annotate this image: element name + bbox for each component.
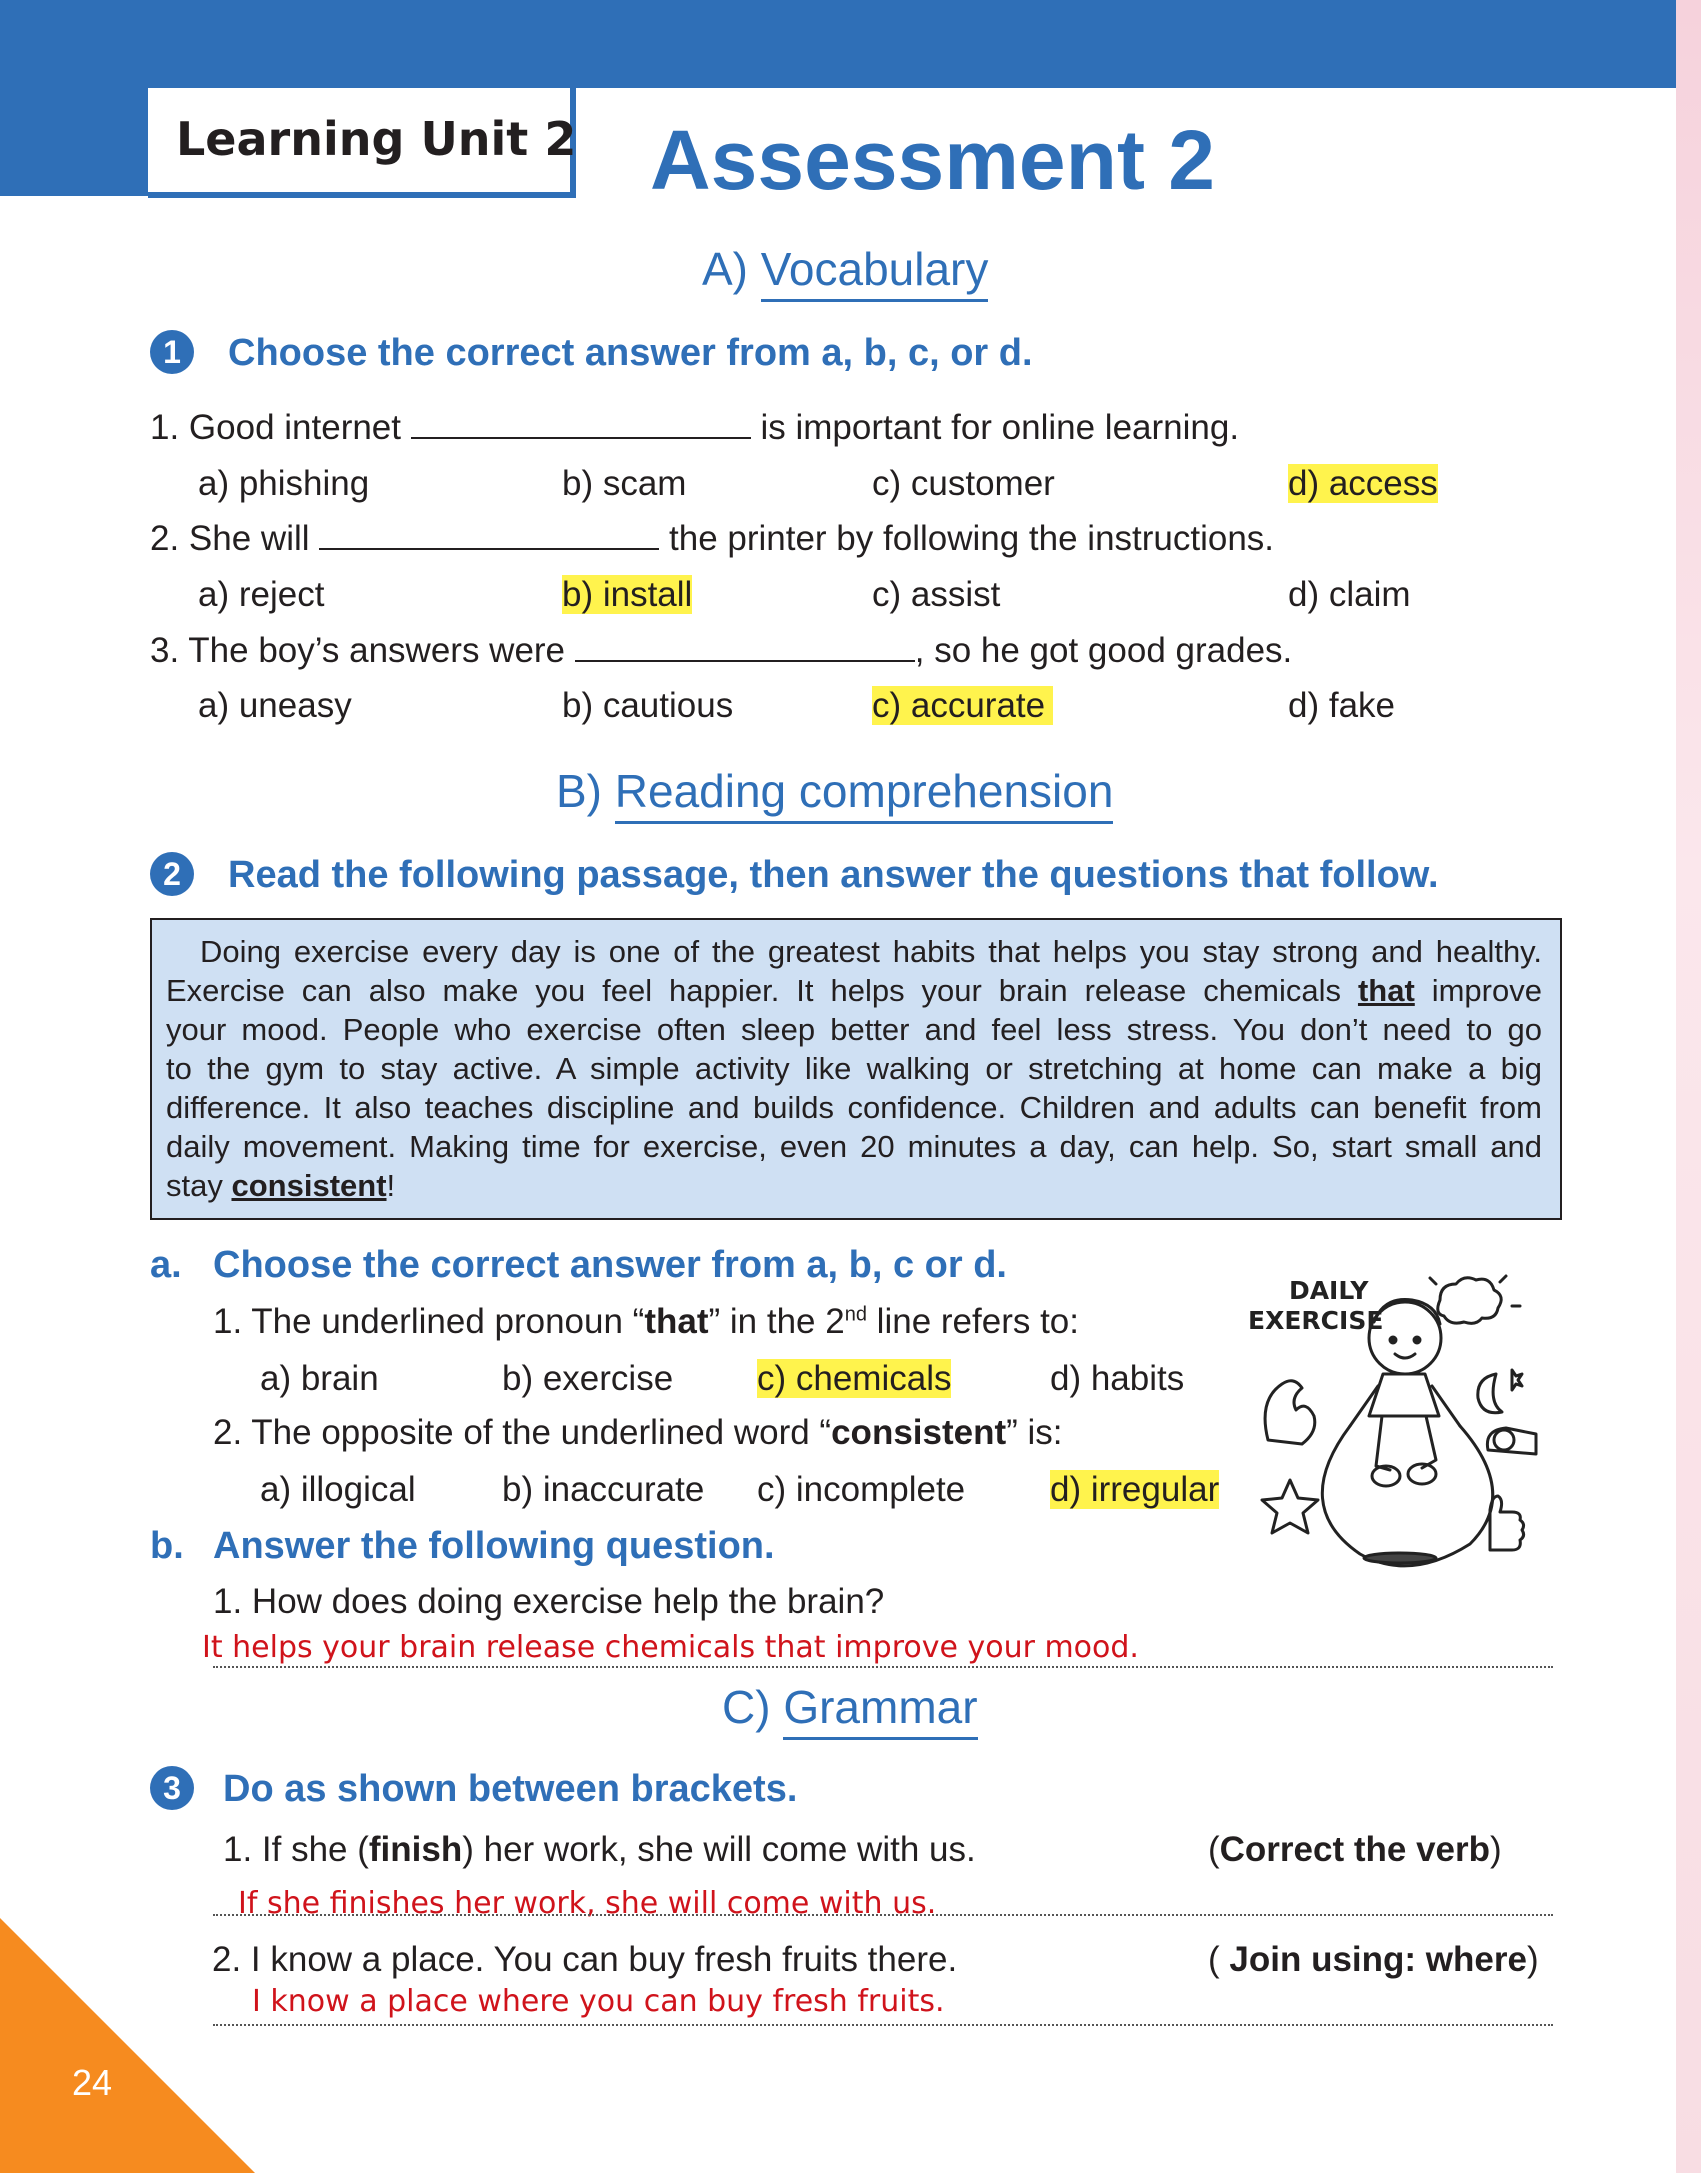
part-b-answer-line — [213, 1666, 1553, 1668]
reading-q2-option-d-correct: d) irregular — [1050, 1470, 1220, 1509]
vocab-q3-option-c-correct: c) accurate — [872, 686, 1053, 725]
vocab-q3-option-d: d) fake — [1288, 686, 1395, 725]
grammar-item-1-instruction — [1208, 1830, 1502, 1870]
vocab-q3-option-b: b) cautious — [562, 686, 734, 725]
grammar-item-1-bracket-open: ( — [1208, 1830, 1220, 1869]
vocab-question-2-end: the printer by following the instructions. — [669, 519, 1275, 558]
grammar-item-2-answer: I know a place where you can buy fresh fruits. — [252, 1984, 945, 2019]
reading-q1-word: that — [644, 1302, 709, 1341]
grammar-item-1-prefix: 1. If she ( — [223, 1830, 369, 1869]
passage-line-4: to the gym to stay active. A simple activity like walking or stretching at home can make a big — [166, 1051, 1542, 1086]
section-b-heading — [556, 764, 1113, 818]
reading-q2-start: 2. The opposite of the underlined word “ — [213, 1413, 832, 1452]
grammar-item-1-verb: finish — [368, 1830, 463, 1869]
vocab-question-1-start: 1. Good internet — [150, 408, 401, 447]
reading-q2-option-a: a) illogical — [260, 1470, 416, 1509]
grammar-item-1-answer-line — [213, 1914, 1553, 1916]
header-band — [0, 0, 1676, 88]
passage-underlined-consistent: consistent — [231, 1168, 387, 1203]
vocab-question-3-start: 3. The boy’s answers were — [150, 631, 566, 670]
grammar-item-2-bracket-close: ) — [1526, 1940, 1539, 1979]
part-b-answer: It helps your brain release chemicals that improve your mood. — [202, 1630, 1139, 1665]
vocab-question-3-blank — [575, 658, 915, 662]
reading-q2-option-c: c) incomplete — [757, 1470, 966, 1509]
header-side-band — [0, 88, 148, 196]
passage-line-2-end: improve — [1431, 973, 1542, 1008]
vocab-question-2 — [150, 519, 1274, 559]
grammar-item-1-bracket-close: ) — [1490, 1830, 1502, 1869]
reading-q1-start: 1. The underlined pronoun “ — [213, 1302, 645, 1341]
passage-line-2-text: Exercise can also make you feel happier. It helps your brain release chemicals — [166, 973, 1342, 1008]
grammar-item-2-instruction — [1208, 1940, 1539, 1980]
reading-question-1 — [213, 1302, 1079, 1342]
reading-q1-end: line refers to: — [866, 1302, 1079, 1341]
exercise-2-number: 2 — [150, 852, 194, 896]
section-c-heading — [722, 1680, 978, 1734]
reading-q1-middle: ” in the 2 — [708, 1302, 845, 1341]
grammar-item-1-suffix: ) her work, she will come with us. — [462, 1830, 976, 1869]
page-corner-triangle — [0, 1918, 255, 2173]
vocab-q2-option-a: a) reject — [198, 575, 325, 614]
section-a-name: Vocabulary — [761, 243, 989, 302]
reading-q1-option-d: d) habits — [1050, 1359, 1185, 1398]
vocab-question-1-blank — [411, 435, 751, 439]
grammar-item-2-bracket-open: ( — [1208, 1940, 1230, 1979]
reading-q1-option-a: a) brain — [260, 1359, 379, 1398]
passage-underlined-that: that — [1357, 973, 1415, 1008]
reading-q2-option-b: b) inaccurate — [502, 1470, 705, 1509]
illustration-caption-line-2: EXERCISE — [1248, 1306, 1384, 1335]
illustration-caption-line-1: DAILY — [1288, 1276, 1369, 1305]
vocab-q1-option-b: b) scam — [562, 464, 687, 503]
part-a-instruction: Choose the correct answer from a, b, c or d. — [213, 1244, 1007, 1286]
vocab-question-3 — [150, 631, 1292, 671]
reading-q2-word: consistent — [831, 1413, 1007, 1452]
vocab-question-3-end: , so he got good grades. — [914, 631, 1293, 670]
grammar-item-2: 2. I know a place. You can buy fresh fruits there. — [212, 1940, 958, 1979]
unit-label: Learning Unit 2 — [176, 112, 577, 166]
vocab-q2-option-b-correct: b) install — [562, 575, 693, 614]
reading-question-2 — [213, 1413, 1063, 1453]
reading-q2-end: ” is: — [1006, 1413, 1063, 1452]
section-b-letter: B) — [556, 765, 602, 817]
section-b-name: Reading comprehension — [615, 765, 1114, 824]
child-jump-rope-icon — [1250, 1270, 1550, 1600]
exercise-1-instruction: Choose the correct answer from a, b, c, or d. — [228, 332, 1033, 374]
vocab-q2-option-c: c) assist — [872, 575, 1001, 614]
reading-q1-option-c-correct: c) chemicals — [757, 1359, 952, 1398]
section-a-letter: A) — [702, 243, 748, 295]
vocab-q1-option-c: c) customer — [872, 464, 1055, 503]
exercise-3-number: 3 — [150, 1766, 194, 1810]
passage-line-2 — [166, 973, 1542, 1009]
passage-line-5: difference. It also teaches discipline and builds confidence. Children and adults can benefit from — [166, 1090, 1542, 1125]
page-number: 24 — [72, 2062, 113, 2103]
passage-line-6: daily movement. Making time for exercise, even 20 minutes a day, can help. So, start small and — [166, 1129, 1542, 1164]
vocab-question-1-end: is important for online learning. — [760, 408, 1240, 447]
section-c-name: Grammar — [783, 1681, 977, 1740]
passage-line-3: your mood. People who exercise often sleep better and feel less stress. You don’t need to go — [166, 1012, 1542, 1047]
section-c-letter: C) — [722, 1681, 771, 1733]
passage-line-1: Doing exercise every day is one of the greatest habits that helps you stay strong and healthy. — [200, 934, 1542, 969]
passage-line-7-text: stay — [166, 1168, 223, 1203]
grammar-item-1-bracket-text: Correct the verb — [1219, 1830, 1491, 1869]
exercise-1-number: 1 — [150, 330, 194, 374]
passage-line-7 — [166, 1168, 1542, 1204]
vocab-question-2-start: 2. She will — [150, 519, 310, 558]
grammar-item-1 — [223, 1830, 976, 1870]
vocab-question-2-blank — [319, 546, 659, 550]
grammar-item-2-answer-line — [213, 2024, 1553, 2026]
exercise-2-instruction: Read the following passage, then answer the questions that follow. — [228, 854, 1439, 896]
reading-q1-option-b: b) exercise — [502, 1359, 674, 1398]
section-a-heading — [702, 242, 988, 296]
grammar-item-1-answer: If she finishes her work, she will come with us. — [238, 1886, 937, 1921]
part-a-label: a. — [150, 1244, 182, 1286]
passage-line-7-end: ! — [386, 1168, 396, 1203]
reading-q1-superscript: nd — [844, 1303, 867, 1326]
daily-exercise-illustration — [1250, 1270, 1550, 1600]
vocab-q2-option-d: d) claim — [1288, 575, 1411, 614]
part-b-question: 1. How does doing exercise help the brain? — [213, 1582, 885, 1621]
part-b-instruction: Answer the following question. — [213, 1525, 775, 1567]
exercise-3-instruction: Do as shown between brackets. — [223, 1768, 798, 1810]
vocab-q1-option-a: a) phishing — [198, 464, 370, 503]
vocab-question-1 — [150, 408, 1239, 448]
grammar-item-2-bracket-text: Join using: where — [1229, 1940, 1527, 1979]
part-b-label: b. — [150, 1525, 184, 1567]
page-title: Assessment 2 — [650, 113, 1215, 207]
vocab-q3-option-a: a) uneasy — [198, 686, 352, 725]
vocab-q1-option-d-correct: d) access — [1288, 464, 1438, 503]
page-edge-strip — [1676, 0, 1701, 2173]
